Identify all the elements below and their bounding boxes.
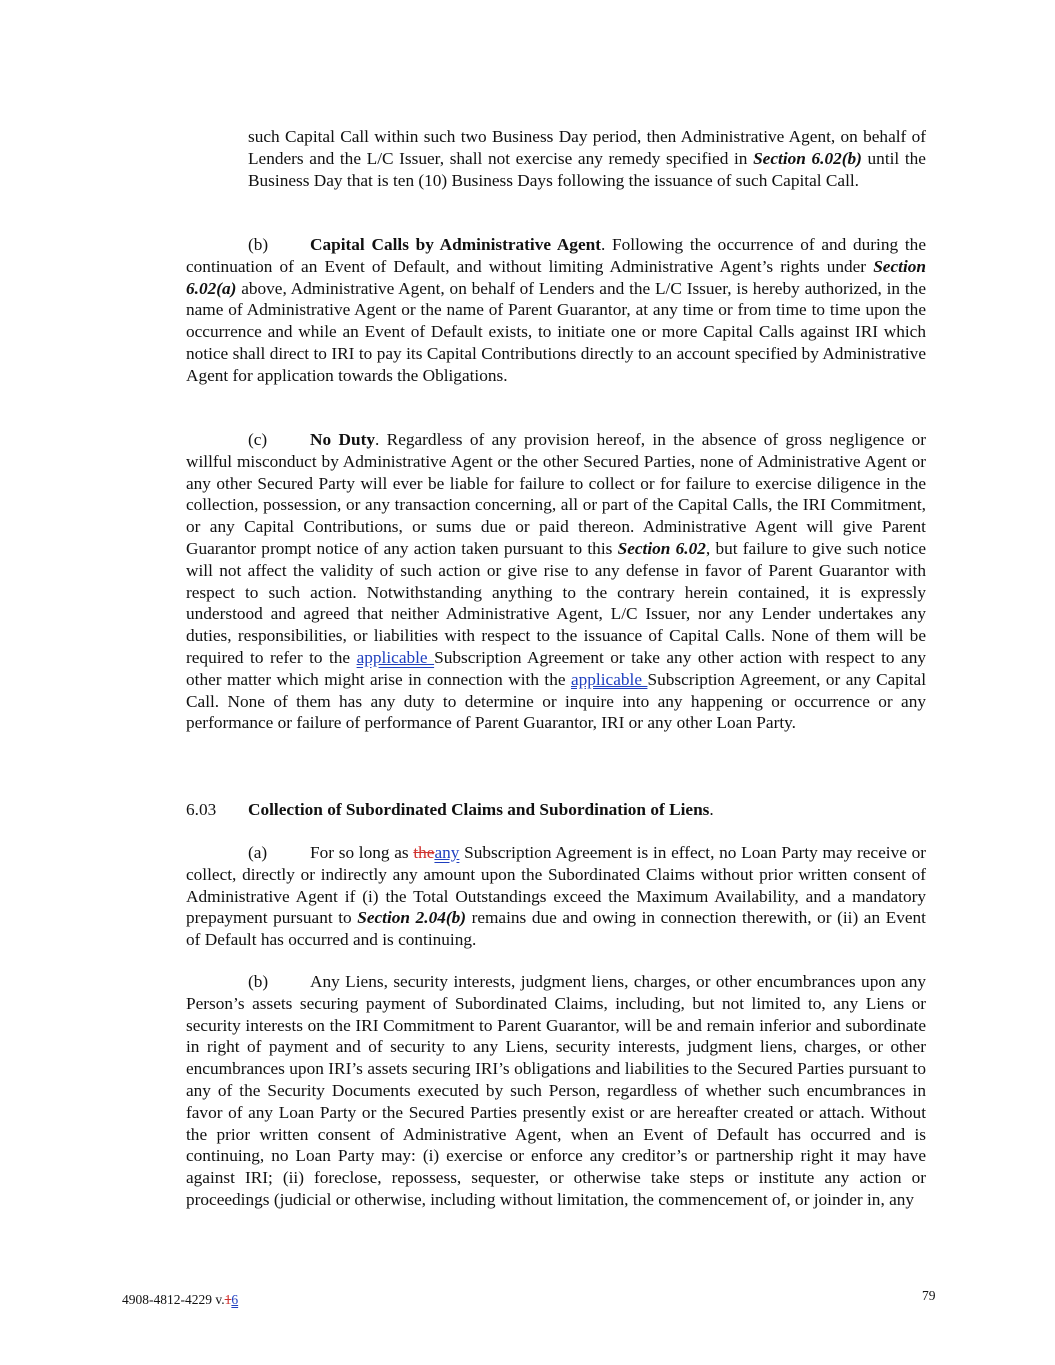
clause-label: (a) bbox=[248, 843, 268, 862]
section-reference: Section 6.02(a) bbox=[186, 256, 926, 298]
clause-label: (c) bbox=[248, 430, 268, 449]
doc-id-text: 4908-4812-4229 v. bbox=[122, 1292, 225, 1307]
text: . bbox=[709, 800, 714, 819]
clause-heading: Capital Calls by Administrative Agent bbox=[310, 235, 601, 254]
text: , but failure to give such notice will not affect the validity of such action or give rise to any defense in favor of Parent Guarantor with respect to such action. Notwithstanding anything to the contrary herein contained, it is expressly understood and agreed that neither Administrative Agent, L/C Issuer, nor any Lender undertakes any duties, responsibilities, or liabilities with respect to the issuance of Capital Calls. None of them will be required to refer to the bbox=[186, 538, 926, 667]
section-reference: Section 6.02 bbox=[617, 538, 706, 558]
text: . Following the occurrence of and during the continuation of an Event of Default, and without limiting Administrative Agent’s rights under bbox=[186, 235, 926, 276]
tracked-insertion: applicable bbox=[570, 669, 648, 689]
text: Subscription Agreement is in effect, no Loan Party may receive or collect, directly or indirectly any amount upon the Subordinated Claims without prior written consent of Administrative Agent if (i) the Total Outstandings exceed the Maximum Availability, and a mandatory prepayment pursuant to bbox=[186, 843, 926, 928]
tracked-insertion: applicable bbox=[356, 647, 435, 667]
paragraph-continuation bbox=[248, 126, 926, 191]
section-title: Collection of Subordinated Claims and Subordination of Liens bbox=[248, 800, 710, 819]
section-heading-6-03 bbox=[186, 799, 926, 821]
text: such Capital Call within such two Business Day period, then Administrative Agent, on behalf of Lenders and the L/C Issuer, shall not exercise any remedy specified in bbox=[248, 127, 926, 168]
text: . Regardless of any provision hereof, in the absence of gross negligence or willful misconduct by Administrative Agent or the other Secured Parties, none of Administrative Agent or any other Secured Party will ever be liable for failure to collect or for failure to exercise diligence in the collection, possession, or any transaction concerning, all or part of the Capital Calls, the IRI Commitment, or any Capital Contributions, or sums due or paid thereon. Administrative Agent will give Parent Guarantor prompt notice of any action taken pursuant to this bbox=[186, 430, 926, 558]
text: remains due and owing in connection therewith, or (ii) an Event of Default has occurred and is continuing. bbox=[186, 908, 926, 950]
paragraph-b-capital-calls bbox=[186, 234, 926, 387]
tracked-deletion: the bbox=[413, 843, 435, 862]
section-reference: Section 6.02(b) bbox=[753, 148, 862, 168]
text: Any Liens, security interests, judgment liens, charges, or other encumbrances upon any Person’s assets securing payment of Subordinated Claims, including, but not limited to, any Liens or security interests on the IRI Commitment to Parent Guarantor, will be and remain inferior and subordinate in right of payment and of security to any Liens, security interests, judgment liens, charges, or other encumbrances upon IRI’s assets securing IRI’s obligations and liabilities to the Secured Parties pursuant to any of the Security Documents executed by such Person, regardless of whether such encumbrances in favor of any Loan Party or the Secured Parties presently exist or are hereafter created or attach. Without the prior written consent of Administrative Agent, when an Event of Default has occurred and is continuing, no Loan Party may: (i) exercise or enforce any creditor’s or partnership right it may have against IRI; (ii) foreclose, repossess, sequester, or otherwise take steps or institute any action or proceedings (judicial or otherwise, including without limitation, the commencement of, or joinder in, any bbox=[186, 972, 926, 1209]
section-number: 6.03 bbox=[186, 800, 217, 819]
text: Subscription Agreement, or any Capital Call. None of them has any duty to determine or inquire into any happening or occurrence or any performance or failure of performance of Parent Guarantor, IRI or any other Loan Party. bbox=[186, 669, 927, 733]
tracked-insertion: any bbox=[434, 843, 460, 862]
section-reference: Section 2.04(b) bbox=[357, 908, 466, 928]
clause-label: (b) bbox=[248, 972, 269, 991]
text: Subscription Agreement or take any other action with respect to any other matter which might arise in connection with the bbox=[186, 647, 927, 689]
tracked-deletion: 1 bbox=[224, 1292, 232, 1307]
clause-heading: No Duty bbox=[310, 430, 375, 449]
text: until the Business Day that is ten (10) Business Days following the issuance of such Capital Call. bbox=[248, 148, 926, 190]
paragraph-b-liens bbox=[186, 971, 926, 1211]
paragraph-a-subordinated-claims bbox=[186, 842, 926, 951]
tracked-insertion: 6 bbox=[231, 1292, 239, 1307]
page-number: 79 bbox=[922, 1288, 936, 1303]
footer-document-id bbox=[122, 1289, 238, 1311]
text: For so long as bbox=[310, 843, 414, 862]
paragraph-c-no-duty bbox=[186, 429, 926, 734]
text: above, Administrative Agent, on behalf of Lenders and the L/C Issuer, is hereby authorized, in the name of Administrative Agent or the name of Parent Guarantor, at any time or from time to time upon the occurrence and while an Event of Default exists, to initiate one or more Capital Calls against IRI which notice shall direct to IRI to pay its Capital Contributions directly to an account specified by Administrative Agent for application towards the Obligations. bbox=[186, 278, 926, 385]
clause-label: (b) bbox=[248, 235, 269, 254]
